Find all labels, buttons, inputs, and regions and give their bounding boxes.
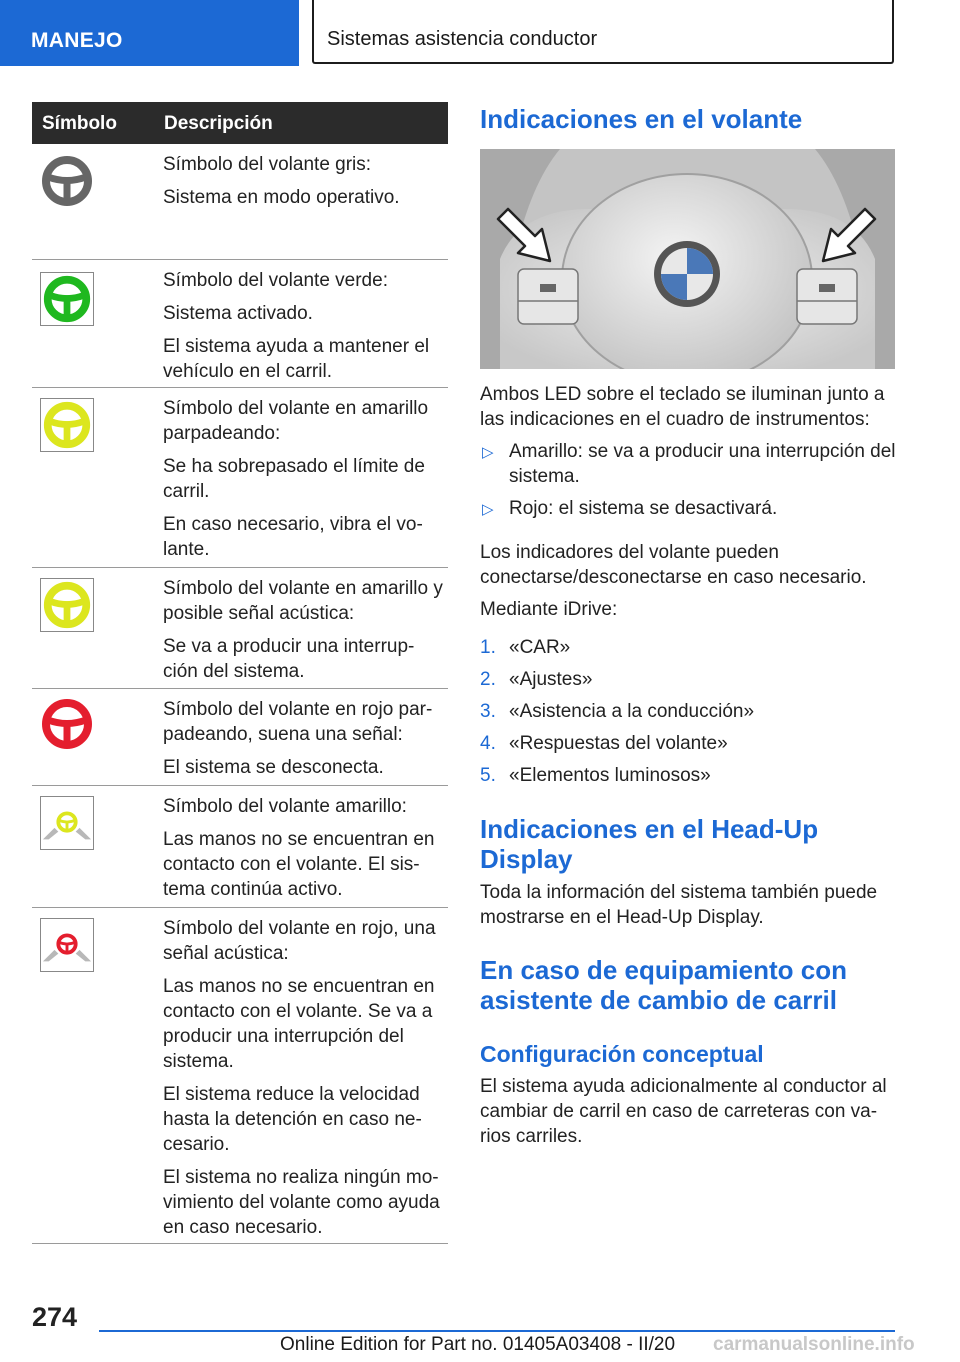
description-line: El sistema se desconecta. <box>163 757 384 778</box>
footer-rule <box>99 1330 895 1332</box>
description-line: El sistema reduce la velocidad hasta la detención en caso ne-cesario. <box>163 1084 422 1155</box>
description-line: Símbolo del volante en rojo par-padeando, suena una señal: <box>163 699 433 745</box>
table-row <box>32 568 448 689</box>
chapter-tab <box>312 0 894 64</box>
triangle-bullet-icon: ▷ <box>482 444 494 461</box>
step-number: 3. <box>480 701 496 722</box>
description-line: Las manos no se encuentran en contacto con el volante. Se va a producir una interrupción del sistema. <box>163 976 435 1072</box>
description-line: Símbolo del volante en amarillo parpadeando: <box>163 398 429 444</box>
list-item <box>480 439 896 489</box>
table-row <box>32 388 448 568</box>
table-row <box>32 908 448 1244</box>
description-line: En caso necesario, vibra el vo-lante. <box>163 514 423 560</box>
bullet-text: Amarillo: se va a producir una interrupción del sistema. <box>509 441 896 487</box>
paragraph-hud: Toda la información del sistema también puede mostrarse en el Head-Up Display. <box>480 882 878 928</box>
list-item <box>480 667 592 692</box>
heading-equipamiento: En caso de equipamiento con asistente de cambio de carril <box>480 955 847 1015</box>
step-number: 2. <box>480 669 496 690</box>
column-header-description: Descripción <box>164 113 273 134</box>
table-row <box>32 144 448 260</box>
edition-text: Online Edition for Part no. 01405A03408 - II/20 <box>280 1334 676 1355</box>
description-line: Símbolo del volante en rojo, una señal acústica: <box>163 918 436 964</box>
watermark: carmanualsonline.info <box>713 1334 915 1355</box>
triangle-bullet-icon: ▷ <box>482 501 494 518</box>
description-line: Se ha sobrepasado el límite de carril. <box>163 456 425 502</box>
paragraph-indicadores: Los indicadores del volante pueden conectarse/desconectarse en caso necesario. <box>480 542 867 588</box>
description-line: Las manos no se encuentran en contacto con el volante. El sis-tema continúa activo. <box>163 829 435 900</box>
section-title: MANEJO <box>31 29 123 52</box>
description-line: Se va a producir una interrup-ción del sistema. <box>163 636 415 682</box>
step-text: «Asistencia a la conducción» <box>509 701 755 722</box>
step-number: 1. <box>480 637 496 658</box>
description-line: Sistema activado. <box>163 303 313 324</box>
step-text: «Elementos luminosos» <box>509 765 711 786</box>
description-line: Símbolo del volante verde: <box>163 270 388 291</box>
page-number: 274 <box>32 1302 78 1332</box>
step-number: 5. <box>480 765 496 786</box>
steering-wheel-yellow-blinking-icon <box>40 398 94 452</box>
steering-wheel-gray-icon <box>40 154 94 208</box>
hands-off-red-icon <box>40 918 94 972</box>
steering-wheel-yellow-sound-icon <box>40 578 94 632</box>
list-item <box>480 699 754 724</box>
table-row <box>32 260 448 388</box>
hands-off-yellow-icon <box>40 796 94 850</box>
heading-hud: Indicaciones en el Head-Up Display <box>480 814 819 874</box>
paragraph-configuracion: El sistema ayuda adicionalmente al conductor al cambiar de carril en caso de carreteras con va-rios carriles. <box>480 1076 887 1147</box>
description-line: Símbolo del volante en amarillo y posible señal acústica: <box>163 578 443 624</box>
step-text: «Ajustes» <box>509 669 593 690</box>
list-item <box>480 496 896 521</box>
column-header-symbol: Símbolo <box>42 113 117 134</box>
steering-wheel-red-blinking-icon <box>40 697 94 751</box>
bullet-text: Rojo: el sistema se desactivará. <box>509 498 778 519</box>
description-line: Símbolo del volante amarillo: <box>163 796 407 817</box>
table-row <box>32 786 448 908</box>
description-line: El sistema no realiza ningún mo-vimiento del volante como ayuda en caso necesario. <box>163 1167 440 1238</box>
heading-volante: Indicaciones en el volante <box>480 104 803 134</box>
paragraph-led: Ambos LED sobre el teclado se iluminan junto a las indicaciones en el cuadro de instrumentos: <box>480 384 885 430</box>
description-line: Símbolo del volante gris: <box>163 154 372 175</box>
step-text: «Respuestas del volante» <box>509 733 728 754</box>
description-line: El sistema ayuda a mantener el vehículo en el carril. <box>163 336 430 382</box>
steering-wheel-photo <box>480 149 895 369</box>
paragraph-idrive: Mediante iDrive: <box>480 599 618 620</box>
steering-wheel-green-icon <box>40 272 94 326</box>
section-tab <box>0 0 299 66</box>
list-item <box>480 635 570 660</box>
subheading-configuracion: Configuración conceptual <box>480 1041 764 1067</box>
chapter-title: Sistemas asistencia conductor <box>327 28 598 50</box>
table-row <box>32 689 448 786</box>
step-number: 4. <box>480 733 496 754</box>
step-text: «CAR» <box>509 637 571 658</box>
list-item <box>480 731 728 756</box>
table-header <box>32 102 448 144</box>
symbol-table <box>32 102 448 1244</box>
list-item <box>480 763 711 788</box>
description-line: Sistema en modo operativo. <box>163 187 400 208</box>
